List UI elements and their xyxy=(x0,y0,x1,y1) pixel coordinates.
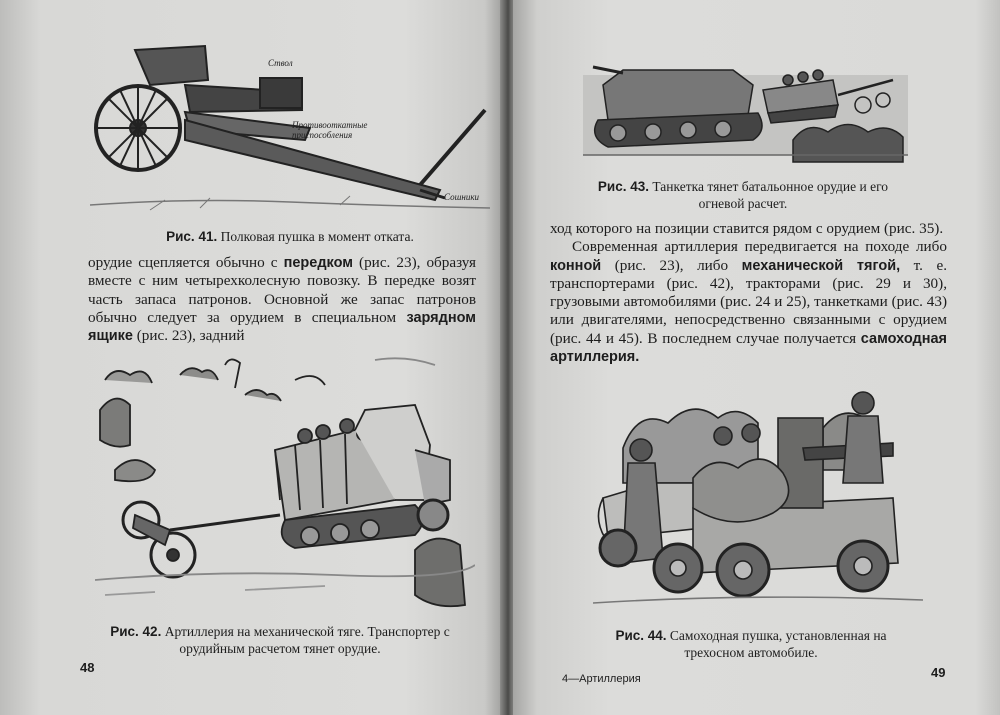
left-body-part2: (рис. 23), образуя вместе с ним четырехколесную повозку. В передке возят часть запаса патронов. Основной же запас патронов обычно следует за орудием в специальном xyxy=(88,254,477,326)
left-body-text xyxy=(88,254,476,345)
right-body-bold-horse: конной xyxy=(550,257,602,274)
page-number-right: 49 xyxy=(931,665,946,680)
right-body-p2-d: т. е. транспортерами (рис. 42), тракторами (рис. 29 и 30), грузовыми автомобилями (рис. 24 и 25), танкетками (рис. 43) или двигателями, непосредственно связанными с орудием (рис. 44 и 45). В последнем случае получается xyxy=(550,256,947,347)
right-body-bold-mech: механической тягой, xyxy=(741,257,901,274)
left-body-bold1: передком xyxy=(283,255,353,271)
figure-42-illustration xyxy=(95,350,475,610)
label-spades: Сошники xyxy=(444,192,480,202)
right-body-p2-a: Современная артиллерия передвигается на походе либо xyxy=(572,238,947,256)
figure-42-caption-text: Артиллерия на механической тяге. Транспортер с орудийным расчетом тянет орудие. xyxy=(164,624,450,656)
figure-43-caption-text: Танкетка тянет батальонное орудие и его огневой расчет. xyxy=(652,179,889,211)
figure-44-illustration xyxy=(593,388,923,620)
figure-41-number: Рис. 41. xyxy=(166,229,218,244)
figure-44-caption-text: Самоходная пушка, установленная на трехосном автомобиле. xyxy=(669,628,887,660)
figure-42-caption xyxy=(90,623,470,657)
right-page xyxy=(513,0,1000,715)
page-number-left: 48 xyxy=(80,660,95,675)
right-body-p2-c: (рис. 23), либо xyxy=(601,256,742,274)
left-body-part1: орудие сцепляется обычно с xyxy=(88,254,284,271)
figure-41-caption xyxy=(140,228,440,245)
figure-43-caption xyxy=(593,178,893,212)
signature-mark: 4—Артиллерия xyxy=(562,673,641,685)
figure-42-number: Рис. 42. xyxy=(110,624,162,639)
figure-41-caption-text: Полковая пушка в момент отката. xyxy=(220,229,414,244)
figure-43-illustration xyxy=(583,45,908,165)
right-body-para1: ход которого на позиции ставится рядом с орудием (рис. 35). xyxy=(550,220,944,237)
right-body-text xyxy=(550,220,947,366)
label-recoil: Противооткатные приспособления xyxy=(292,120,368,140)
figure-44-number: Рис. 44. xyxy=(615,628,667,643)
left-body-bold2: зарядном ящике xyxy=(88,309,476,345)
right-body-bold-selfprop: самоходная артиллерия. xyxy=(550,330,947,366)
label-barrel: Ствол xyxy=(268,58,293,68)
figure-43-number: Рис. 43. xyxy=(597,179,650,194)
figure-44-caption xyxy=(601,627,901,661)
left-body-part3: (рис. 23), задний xyxy=(132,327,245,345)
